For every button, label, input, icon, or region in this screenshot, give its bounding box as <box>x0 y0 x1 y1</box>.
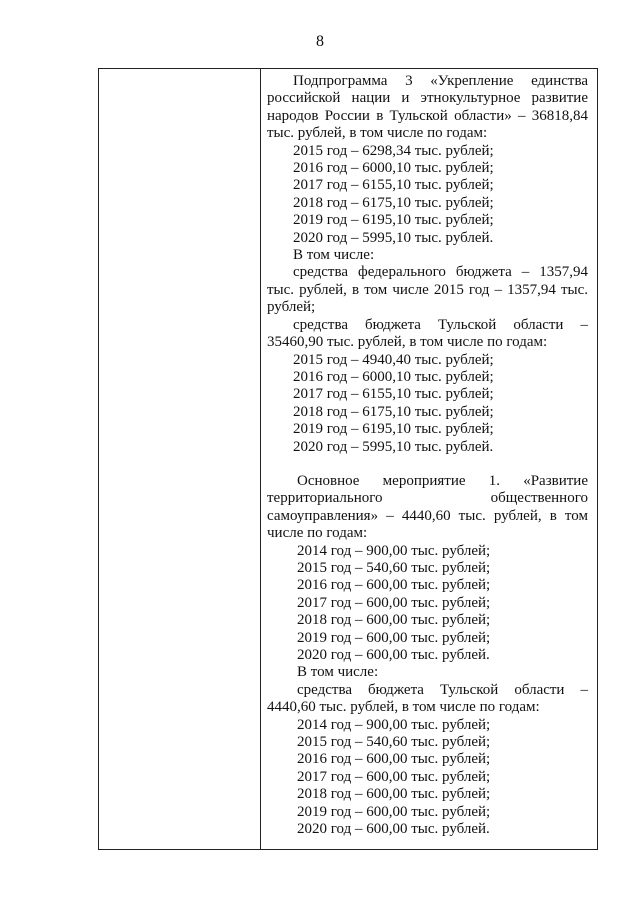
subprogram-including: В том числе: <box>293 247 375 264</box>
measure-year-line: 2015 год – 540,60 тыс. рублей; <box>297 559 491 576</box>
subprogram-regional-year-line: 2019 год – 6195,10 тыс. рублей; <box>293 421 494 438</box>
measure-block <box>267 473 588 839</box>
subprogram-block <box>267 73 588 456</box>
subprogram-year-line: 2019 год – 6195,10 тыс. рублей; <box>293 212 494 229</box>
table-left-cell <box>99 69 261 849</box>
measure-regional-year-line: 2015 год – 540,60 тыс. рублей; <box>297 734 491 751</box>
block-spacer <box>267 456 588 473</box>
subprogram-heading: Подпрограмма 3 «Укрепление единства российской нации и этнокультурное развитие народов России в Тульской области» – 36818,84 тыс. рублей, в том числе по годам: <box>267 73 588 142</box>
subprogram-federal-funds: средства федерального бюджета – 1357,94 тыс. рублей, в том числе 2015 год – 1357,94 тыс. рублей; <box>267 264 588 316</box>
subprogram-year-line: 2016 год – 6000,10 тыс. рублей; <box>293 160 494 177</box>
measure-year-line: 2019 год – 600,00 тыс. рублей; <box>297 629 491 646</box>
measure-year-line: 2016 год – 600,00 тыс. рублей; <box>297 577 491 594</box>
measure-including: В том числе: <box>297 664 379 681</box>
measure-year-line: 2020 год – 600,00 тыс. рублей. <box>297 647 490 663</box>
measure-regional-year-line: 2020 год – 600,00 тыс. рублей. <box>297 821 490 838</box>
measure-regional-year-line: 2019 год – 600,00 тыс. рублей; <box>297 803 491 820</box>
table-right-cell <box>261 69 597 849</box>
subprogram-regional-year-line: 2020 год – 5995,10 тыс. рублей. <box>293 438 494 455</box>
subprogram-regional-year-line: 2015 год – 4940,40 тыс. рублей; <box>293 351 494 368</box>
measure-regional-year-line: 2018 год – 600,00 тыс. рублей; <box>297 786 491 803</box>
subprogram-year-line: 2018 год – 6175,10 тыс. рублей; <box>293 194 494 211</box>
subprogram-regional-year-line: 2016 год – 6000,10 тыс. рублей; <box>293 368 494 385</box>
subprogram-regional-year-line: 2017 год – 6155,10 тыс. рублей; <box>293 386 494 403</box>
measure-heading: Основное мероприятие 1. «Развитие территориального общественного самоуправления» – 4440,60 тыс. рублей, в том числе по годам: <box>267 472 588 542</box>
measure-year-line: 2017 год – 600,00 тыс. рублей; <box>297 594 491 611</box>
subprogram-regional-year-line: 2018 год – 6175,10 тыс. рублей; <box>293 403 494 420</box>
subprogram-year-line: 2015 год – 6298,34 тыс. рублей; <box>293 142 494 159</box>
funding-table <box>98 68 598 850</box>
measure-regional-funds: средства бюджета Тульской области – 4440,60 тыс. рублей, в том числе по годам: <box>267 681 588 716</box>
subprogram-regional-funds: средства бюджета Тульской области – 35460,90 тыс. рублей, в том числе по годам: <box>267 316 588 351</box>
page-number: 8 <box>316 33 324 50</box>
measure-regional-year-line: 2016 год – 600,00 тыс. рублей; <box>297 751 491 768</box>
measure-regional-year-line: 2017 год – 600,00 тыс. рублей; <box>297 768 491 785</box>
measure-regional-year-line: 2014 год – 900,00 тыс. рублей; <box>297 716 491 733</box>
measure-year-line: 2018 год – 600,00 тыс. рублей; <box>297 612 491 629</box>
measure-year-line: 2014 год – 900,00 тыс. рублей; <box>297 542 491 559</box>
subprogram-year-line: 2020 год – 5995,10 тыс. рублей. <box>293 229 494 246</box>
subprogram-year-line: 2017 год – 6155,10 тыс. рублей; <box>293 177 494 194</box>
